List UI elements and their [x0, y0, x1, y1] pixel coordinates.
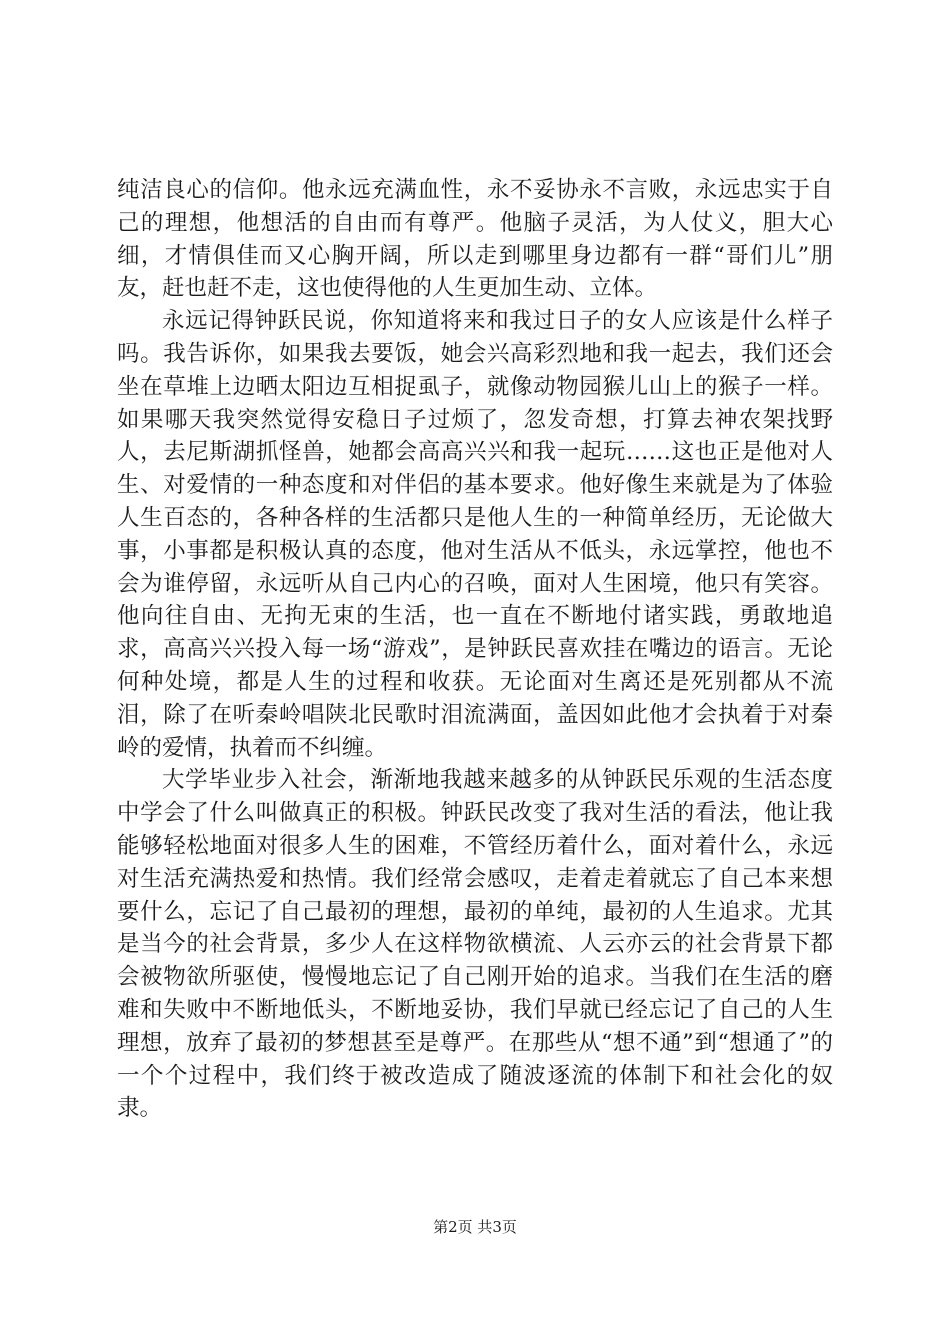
paragraph: 永远记得钟跃民说，你知道将来和我过日子的女人应该是什么样子吗。我告诉你，如果我去要饭，她会兴高彩烈地和我一起去，我们还会坐在草堆上边晒太阳边互相捉虱子，就像动物园猴儿山上的猴子一样。如果哪天我突然觉得安稳日子过烦了，忽发奇想，打算去神农架找野人，去尼斯湖抓怪兽，她都会高高兴兴和我一起玩……这也正是他对人生、对爱情的一种态度和对伴侣的基本要求。他好像生来就是为了体验人生百态的，各种各样的生活都只是他人生的一种简单经历，无论做大事，小事都是积极认真的态度，他对生活从不低头，永远掌控，他也不会为谁停留，永远听从自己内心的召唤，面对人生困境，他只有笑容。他向往自由、无拘无束的生活，也一直在不断地付诸实践，勇敢地追求，高高兴兴投入每一场“游戏”，是钟跃民喜欢挂在嘴边的语言。无论何种处境，都是人生的过程和收获。无论面对生离还是死别都从不流泪，除了在听秦岭唱陕北民歌时泪流满面，盖因如此他才会执着于对秦岭的爱情，执着而不纠缠。 — [117, 308, 833, 761]
page-footer: 第2页 共3页 — [433, 1218, 517, 1236]
paragraph: 大学毕业步入社会，渐渐地我越来越多的从钟跃民乐观的生活态度中学会了什么叫做真正的积极。钟跃民改变了我对生活的看法，他让我能够轻松地面对很多人生的困难，不管经历着什么，面对着什么，永远对生活充满热爱和热情。我们经常会感叹，走着走着就忘了自己本来想要什么，忘记了自己最初的理想，最初的单纯，最初的人生追求。尤其是当今的社会背景，多少人在这样物欲横流、人云亦云的社会背景下都会被物欲所驱使，慢慢地忘记了自己刚开始的追求。当我们在生活的磨难和失败中不断地低头，不断地妥协，我们早就已经忘记了自己的人生理想，放弃了最初的梦想甚至是尊严。在那些从“想不通”到“想通了”的一个个过程中，我们终于被改造成了随波逐流的体制下和社会化的奴隶。 — [117, 767, 833, 1122]
document-body — [117, 174, 833, 1125]
paragraph-continued: 纯洁良心的信仰。他永远充满血性，永不妥协永不言败，永远忠实于自己的理想，他想活的自由而有尊严。他脑子灵活，为人仗义，胆大心细，才情俱佳而又心胸开阔，所以走到哪里身边都有一群“哥们儿”朋友，赶也赶不走，这也使得他的人生更加生动、立体。 — [117, 177, 833, 302]
